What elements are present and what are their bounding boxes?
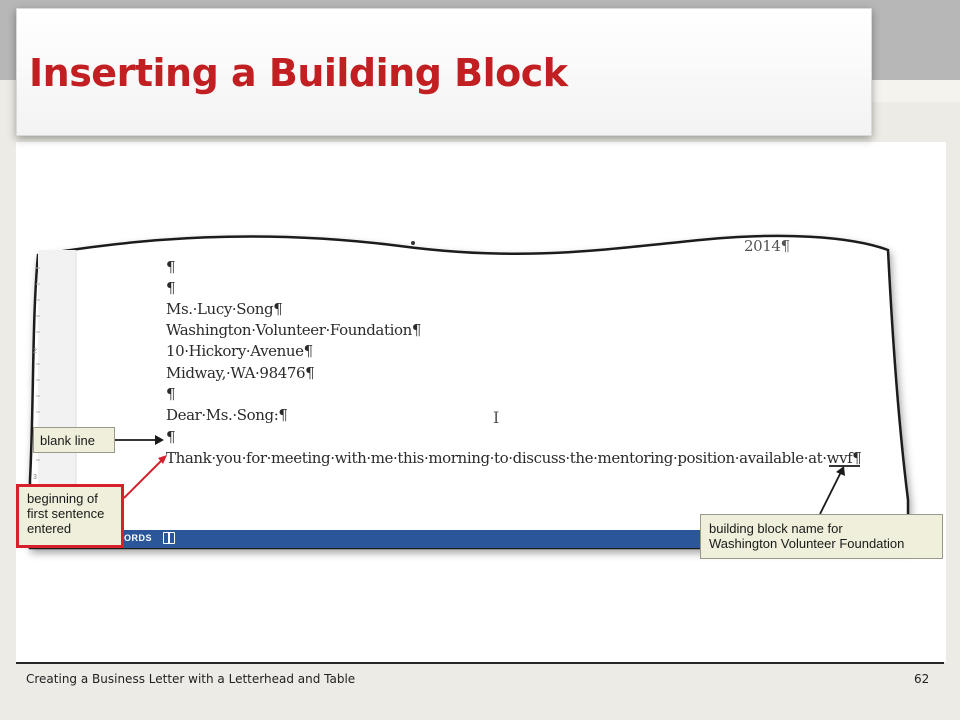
blank-line-callout bbox=[33, 427, 115, 453]
date-fragment: 2014¶ bbox=[744, 237, 790, 255]
page-number: 62 bbox=[914, 672, 930, 686]
building-block-callout-line-2: Washington Volunteer Foundation bbox=[709, 536, 905, 551]
blank-line-callout-text: blank line bbox=[40, 433, 95, 448]
ruler-number-3: 3 bbox=[33, 474, 37, 481]
doc-line-salutation[interactable]: Dear·Ms.·Song:¶ bbox=[166, 406, 288, 424]
footer-text: Creating a Business Letter with a Letterhead and Table bbox=[26, 672, 356, 686]
beginning-callout-line-2: first sentence bbox=[27, 506, 105, 521]
text-cursor-icon: I bbox=[493, 408, 500, 427]
book-view-icon[interactable] bbox=[163, 532, 175, 544]
doc-line-city[interactable]: Midway,·WA·98476¶ bbox=[166, 364, 315, 382]
cut-off-char bbox=[411, 241, 415, 245]
word-count-label[interactable]: ORDS bbox=[124, 533, 153, 543]
doc-line-first-sentence[interactable]: Thank·you·for·meeting·with·me·this·morning·to·discuss·the·mentoring·position·available·at·wvf¶ bbox=[166, 449, 862, 467]
doc-line-1[interactable]: ¶ bbox=[166, 258, 176, 276]
doc-line-street[interactable]: 10·Hickory·Avenue¶ bbox=[166, 342, 313, 360]
ruler-number-2: 2 bbox=[33, 348, 37, 355]
footer-rule bbox=[16, 662, 944, 664]
doc-line-recipient-name[interactable]: Ms.·Lucy·Song¶ bbox=[166, 300, 283, 318]
beginning-callout bbox=[16, 484, 124, 548]
bottom-band bbox=[0, 704, 960, 720]
beginning-callout-line-1: beginning of bbox=[27, 491, 98, 506]
doc-line-blank[interactable]: ¶ bbox=[166, 428, 176, 446]
doc-line-7[interactable]: ¶ bbox=[166, 385, 176, 403]
building-block-callout bbox=[700, 514, 943, 559]
page-title: Inserting a Building Block bbox=[29, 51, 568, 95]
doc-line-organization[interactable]: Washington·Volunteer·Foundation¶ bbox=[166, 321, 422, 339]
torn-paper bbox=[30, 236, 908, 548]
building-block-callout-line-1: building block name for bbox=[709, 521, 843, 536]
beginning-callout-line-3: entered bbox=[27, 521, 72, 536]
doc-line-2[interactable]: ¶ bbox=[166, 279, 176, 297]
title-box bbox=[16, 8, 872, 136]
